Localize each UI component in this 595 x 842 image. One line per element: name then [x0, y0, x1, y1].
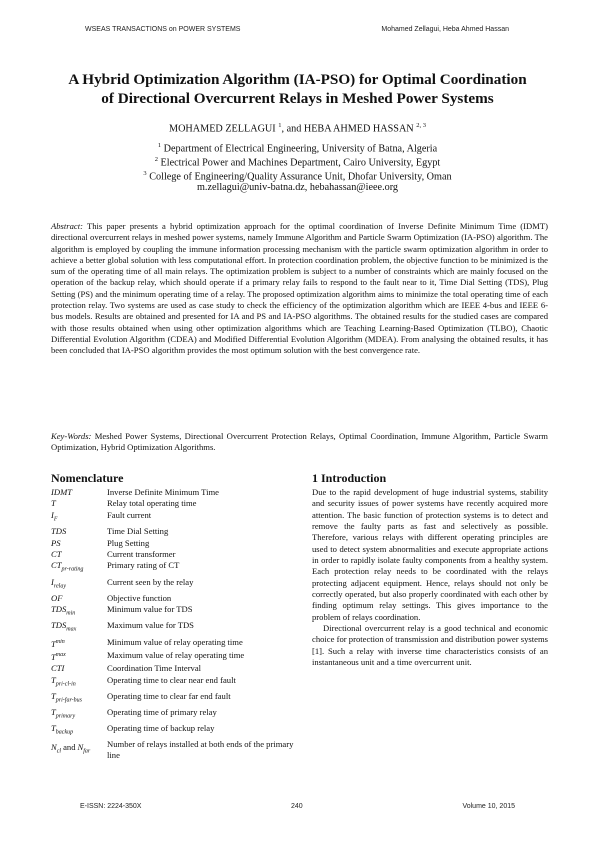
abstract-label: Abstract:	[51, 221, 83, 231]
nomenclature-row	[51, 498, 296, 509]
symbol-subscript: pri-cl-in	[55, 681, 76, 688]
nomenclature-symbol	[51, 739, 107, 760]
nomenclature-row	[51, 723, 296, 739]
symbol-subscript: pri-far-bus	[55, 697, 82, 704]
nomenclature-symbol	[51, 538, 107, 549]
symbol-base: N	[77, 742, 84, 753]
symbol-subscript: relay	[53, 583, 66, 590]
nomenclature-description: Primary rating of CT	[107, 560, 180, 571]
symbol-base: T	[51, 674, 56, 685]
nomenclature-symbol	[51, 549, 107, 560]
symbol-subscript: pr-rating	[61, 567, 84, 574]
symbol-base: I	[51, 576, 54, 587]
nomenclature-table	[51, 487, 296, 760]
nomenclature-row	[51, 707, 296, 723]
nomenclature-row	[51, 510, 296, 526]
footer-page-number: 240	[291, 803, 303, 810]
nomenclature-description: Time Dial Setting	[107, 526, 169, 537]
symbol-superscript: max	[55, 651, 66, 658]
abstract-text: This paper presents a hybrid optimization approach for the optimal coordination of Inverse Definite Minimum Time (IDMT) directional overcurrent relays in meshed power systems, namely Immune Algorithm and Particle Swarm Optimization (IA-PSO) algorithm. The algorithm is employed by coupling the immune information processing mechanism with the particle swarm optimization algorithm in order to achieve a better global solution with less computational effort. In protection coordination problem, the objective function to be minimized is the sum of the operating time of all main relays. The optimization problem is subject to a number of constraints which are mainly focused on the operation of the backup relay, which should operate if a primary relay fails to respond to the fault near to it, Time Dial Setting (TDS), Plug Setting (PS) and the minimum operating time of a relay. The proposed optimization algorithm aims to minimize the total operating time of each protection relay. Two systems are used as case study to check the efficiency of the optimization algorithm which are IEEE 4-bus and IEEE 6-bus models. Results are obtained and presented for IA and PS and IA-PSO algorithms. The obtained results for the studied cases are compared with those results obtained when using other optimization algorithms which are Teaching Learning-Based Optimization (TLBO), Chaotic Differential Evolution Algorithm (CDEA) and Modified Differential Evolution Algorithm (MDEA). From analysing the obtained results, it has been concluded that IA-PSO algorithm provides the most optimum solution with the best convergence rate.	[51, 221, 548, 356]
nomenclature-symbol	[51, 675, 107, 691]
symbol-base: T	[51, 723, 56, 734]
nomenclature-symbol	[51, 560, 107, 576]
nomenclature-row	[51, 637, 296, 650]
nomenclature-description: Current seen by the relay	[107, 576, 194, 587]
affiliation-1-text: Department of Electrical Engineering, University of Batna, Algeria	[163, 143, 438, 155]
keywords-label: Key-Words:	[51, 431, 92, 441]
affiliation-2-sup: 2	[154, 156, 158, 163]
symbol-subscript: min	[66, 610, 76, 617]
nomenclature-row	[51, 604, 296, 620]
symbol-base: CTI	[51, 663, 65, 674]
symbol-base: CT	[51, 548, 62, 559]
nomenclature-row	[51, 663, 296, 674]
nomenclature-row	[51, 560, 296, 576]
nomenclature-description: Relay total operating time	[107, 498, 197, 509]
author-2-sup: 2, 3	[416, 122, 426, 129]
nomenclature-description: Maximum value for TDS	[107, 620, 194, 631]
symbol-subscript: F	[53, 516, 58, 523]
nomenclature-description: Current transformer	[107, 548, 176, 559]
nomenclature-description: Operating time of backup relay	[107, 723, 215, 734]
nomenclature-symbol	[51, 637, 107, 650]
nomenclature-description: Inverse Definite Minimum Time	[107, 487, 219, 497]
nomenclature-row	[51, 538, 296, 549]
nomenclature-row	[51, 620, 296, 636]
nomenclature-symbol	[51, 620, 107, 636]
nomenclature-description: Fault current	[107, 509, 152, 520]
keywords-text: Meshed Power Systems, Directional Overcurrent Protection Relays, Optimal Coordination, Immune Algorithm, Particle Swarm Optimization, Hybrid Optimization Algorithms.	[51, 431, 548, 453]
symbol-joiner: and	[63, 742, 76, 753]
symbol-subscript: primary	[55, 713, 76, 720]
nomenclature-symbol	[51, 663, 107, 674]
affiliation-1-sup: 1	[157, 142, 162, 149]
nomenclature-row	[51, 549, 296, 560]
nomenclature-symbol	[51, 498, 107, 509]
nomenclature-row	[51, 691, 296, 707]
nomenclature-row	[51, 487, 296, 498]
nomenclature-description: Operating time to clear near end fault	[107, 674, 236, 685]
nomenclature-row	[51, 577, 296, 593]
paper-title	[30, 70, 565, 108]
author-emails: m.zellagui@univ-batna.dz, hebahassan@ieee.org	[196, 182, 399, 193]
nomenclature-description: Coordination Time Interval	[107, 663, 202, 674]
nomenclature-description: Maximum value of relay operating time	[107, 649, 245, 660]
nomenclature-symbol	[51, 604, 107, 620]
abstract	[51, 221, 548, 357]
nomenclature-symbol	[51, 593, 107, 604]
nomenclature-description: Operating time to clear far end fault	[107, 690, 231, 701]
nomenclature-symbol	[51, 723, 107, 739]
introduction-paragraph-1: Due to the rapid development of huge industrial systems, stability and security issues of power systems have recently acquired more attention. The basic function of protection systems is to detect and remove the faulty parts as fast and selectively as possible. Therefore, various relays with different operating principles are used to detect system abnormalities and execute appropriate actions in order to rapidly isolate faulty components from a healthy system. Each protection relay needs to be coordinated with the relays protecting adjacent equipment. Hence, relays should not only be correctly operated, but also properly coordinated with each other by finding optimum relay settings. This gives importance to the problem of relays coordination.	[312, 487, 548, 622]
title-line-2: of Directional Overcurrent Relays in Meshed Power Systems	[101, 90, 494, 107]
running-header-authors: Mohamed Zellagui, Heba Ahmed Hassan	[381, 26, 509, 33]
affiliation-2-text: Electrical Power and Machines Department, Cairo University, Egypt	[160, 157, 441, 169]
nomenclature-description: Plug Setting	[107, 537, 150, 548]
nomenclature-symbol	[51, 691, 107, 707]
symbol-base: IDMT	[51, 487, 73, 497]
nomenclature-symbol	[51, 650, 107, 663]
nomenclature-row	[51, 739, 296, 760]
affiliation-3-text: College of Engineering/Quality Assurance Unit, Dhofar University, Oman	[149, 171, 452, 183]
symbol-subscript: far	[83, 749, 91, 756]
author-2: HEBA AHMED HASSAN	[303, 123, 414, 135]
symbol-subscript: backup	[55, 729, 74, 736]
symbol-base: T	[51, 498, 56, 509]
author-joiner: , and	[281, 123, 302, 135]
nomenclature-symbol	[51, 526, 107, 537]
keywords	[51, 431, 548, 454]
nomenclature-description: Minimum value of relay operating time	[107, 636, 243, 647]
nomenclature-symbol	[51, 510, 107, 526]
nomenclature-symbol	[51, 707, 107, 723]
introduction-paragraph-2: Directional overcurrent relay is a good technical and economic choice for protection of transmission and distribution power systems [1]. Such a relay with inverse time characteristics consists of an instantaneous unit and a time overcurrent unit.	[312, 623, 548, 668]
footer-issn: E-ISSN: 2224-350X	[80, 803, 142, 810]
nomenclature-heading: Nomenclature	[51, 471, 124, 485]
symbol-superscript: min	[55, 638, 65, 645]
symbol-base: I	[51, 509, 54, 520]
symbol-base: OF	[51, 592, 63, 603]
nomenclature-row	[51, 526, 296, 537]
symbol-base: T	[51, 690, 56, 701]
symbol-base: T	[51, 638, 56, 649]
symbol-base: TDS	[51, 604, 67, 615]
symbol-base: PS	[51, 537, 61, 548]
symbol-base: N	[51, 742, 57, 753]
symbol-base: TDS	[51, 620, 67, 631]
author-line	[0, 122, 595, 134]
nomenclature-description: Objective function	[107, 592, 172, 603]
nomenclature-description: Minimum value for TDS	[107, 604, 193, 615]
nomenclature-description: Operating time of primary relay	[107, 707, 217, 717]
nomenclature-row	[51, 650, 296, 663]
affiliation-3-sup: 3	[143, 170, 147, 177]
symbol-base: TDS	[51, 526, 67, 537]
symbol-base: T	[51, 651, 56, 662]
author-1-sup: 1	[278, 122, 282, 129]
title-line-1: A Hybrid Optimization Algorithm (IA-PSO) for Optimal Coordination	[68, 71, 527, 88]
nomenclature-description: Number of relays installed at both ends of the primary line	[107, 739, 294, 760]
symbol-subscript: max	[66, 627, 77, 634]
nomenclature-symbol	[51, 487, 107, 498]
nomenclature-symbol	[51, 577, 107, 593]
nomenclature-row	[51, 593, 296, 604]
nomenclature-row	[51, 675, 296, 691]
introduction-heading: 1 Introduction	[312, 471, 387, 485]
symbol-subscript: cl	[56, 749, 62, 756]
symbol-base: T	[51, 707, 56, 717]
introduction-body	[312, 487, 548, 669]
footer-volume: Volume 10, 2015	[462, 803, 515, 810]
running-header-journal: WSEAS TRANSACTIONS on POWER SYSTEMS	[85, 26, 241, 33]
symbol-base: CT	[51, 560, 62, 571]
author-1: MOHAMED ZELLAGUI	[169, 123, 276, 135]
